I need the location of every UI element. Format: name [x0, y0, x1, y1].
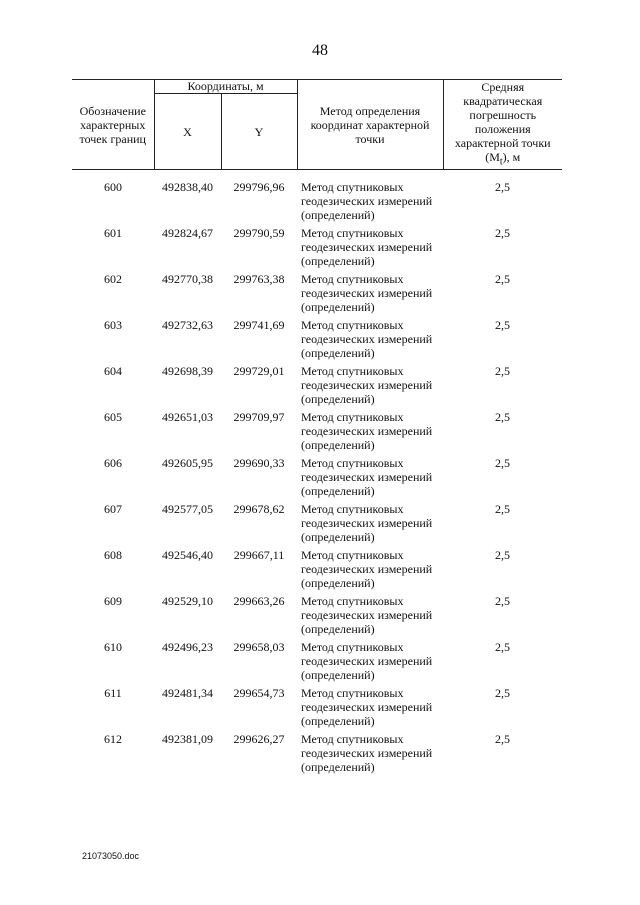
header-accuracy-unit: ), м: [502, 150, 521, 164]
cell-accuracy: 2,5: [495, 640, 510, 655]
cell-point: 607: [104, 502, 122, 517]
cell-accuracy: 2,5: [495, 686, 510, 701]
cell-point: 612: [104, 732, 122, 747]
cell-method: Метод спутниковых геодезических измерений (определений): [301, 364, 433, 407]
cell-x: 492529,10: [162, 594, 213, 609]
header-point: Обозначение характерных точек границ: [72, 80, 154, 170]
cell-method: Метод спутниковых геодезических измерений (определений): [301, 686, 433, 729]
cell-y: 299654,73: [233, 686, 285, 701]
cell-point: 609: [104, 594, 122, 609]
cell-point: 604: [104, 364, 122, 379]
cell-accuracy: 2,5: [495, 732, 510, 747]
cell-x: 492381,09: [162, 732, 213, 747]
cell-method: Метод спутниковых геодезических измерений (определений): [301, 272, 433, 315]
header-y: Y: [221, 93, 297, 169]
header-accuracy-text: Средняя квадратическая погрешность положения характерной точки (M: [454, 80, 551, 164]
coordinates-table: [72, 79, 562, 778]
cell-y: 299667,11: [233, 548, 285, 563]
table-row: [72, 170, 562, 227]
cell-accuracy: 2,5: [495, 180, 510, 195]
cell-y: 299796,96: [233, 180, 285, 195]
cell-point: 602: [104, 272, 122, 287]
cell-method: Метод спутниковых геодезических измерений (определений): [301, 180, 433, 223]
cell-point: 603: [104, 318, 122, 333]
cell-method: Метод спутниковых геодезических измерений (определений): [301, 410, 433, 453]
cell-accuracy: 2,5: [495, 364, 510, 379]
cell-y: 299709,97: [233, 410, 285, 425]
cell-point: 610: [104, 640, 122, 655]
cell-y: 299790,59: [233, 226, 285, 241]
cell-x: 492577,05: [162, 502, 213, 517]
table-row: [72, 548, 562, 594]
table-row: [72, 364, 562, 410]
cell-method: Метод спутниковых геодезических измерений (определений): [301, 318, 433, 361]
cell-x: 492732,63: [162, 318, 213, 333]
cell-y: 299729,01: [233, 364, 285, 379]
cell-accuracy: 2,5: [495, 594, 510, 609]
table-row: [72, 226, 562, 272]
cell-y: 299658,03: [233, 640, 285, 655]
cell-accuracy: 2,5: [495, 272, 510, 287]
table-body: [72, 170, 562, 779]
header-coordinates: Координаты, м: [154, 80, 297, 94]
table-row: [72, 594, 562, 640]
cell-point: 600: [104, 180, 122, 195]
cell-method: Метод спутниковых геодезических измерений (определений): [301, 548, 433, 591]
table-row: [72, 732, 562, 778]
header-method: Метод определения координат характерной точки: [297, 80, 443, 170]
cell-point: 611: [104, 686, 122, 701]
cell-point: 608: [104, 548, 122, 563]
cell-accuracy: 2,5: [495, 410, 510, 425]
cell-x: 492824,67: [162, 226, 213, 241]
cell-x: 492698,39: [162, 364, 213, 379]
cell-x: 492838,40: [162, 180, 213, 195]
cell-method: Метод спутниковых геодезических измерений (определений): [301, 640, 433, 683]
cell-method: Метод спутниковых геодезических измерений (определений): [301, 594, 433, 637]
cell-method: Метод спутниковых геодезических измерений (определений): [301, 732, 433, 775]
header-accuracy: [443, 80, 562, 170]
cell-y: 299663,26: [233, 594, 285, 609]
page-number: 48: [312, 42, 328, 59]
cell-y: 299741,69: [233, 318, 285, 333]
table-row: [72, 318, 562, 364]
cell-method: Метод спутниковых геодезических измерений (определений): [301, 226, 433, 269]
table-row: [72, 640, 562, 686]
cell-x: 492481,34: [162, 686, 213, 701]
header-x: X: [154, 93, 221, 169]
table-header: [72, 80, 562, 170]
cell-method: Метод спутниковых геодезических измерений (определений): [301, 502, 433, 545]
cell-point: 606: [104, 456, 122, 471]
cell-x: 492496,23: [162, 640, 213, 655]
cell-x: 492605,95: [162, 456, 213, 471]
cell-accuracy: 2,5: [495, 318, 510, 333]
cell-point: 601: [104, 226, 122, 241]
cell-accuracy: 2,5: [495, 548, 510, 563]
table-row: [72, 410, 562, 456]
cell-x: 492546,40: [162, 548, 213, 563]
cell-y: 299678,62: [233, 502, 285, 517]
cell-point: 605: [104, 410, 122, 425]
table-row: [72, 502, 562, 548]
table-row: [72, 686, 562, 732]
cell-y: 299763,38: [233, 272, 285, 287]
cell-accuracy: 2,5: [495, 502, 510, 517]
cell-method: Метод спутниковых геодезических измерений (определений): [301, 456, 433, 499]
header-accuracy-subscript: t: [499, 156, 503, 168]
table-row: [72, 272, 562, 318]
cell-accuracy: 2,5: [495, 226, 510, 241]
cell-x: 492651,03: [162, 410, 213, 425]
footer-filename: 21073050.doc: [82, 851, 140, 861]
cell-y: 299626,27: [233, 732, 285, 747]
cell-accuracy: 2,5: [495, 456, 510, 471]
table-row: [72, 456, 562, 502]
cell-y: 299690,33: [233, 456, 285, 471]
cell-x: 492770,38: [162, 272, 213, 287]
